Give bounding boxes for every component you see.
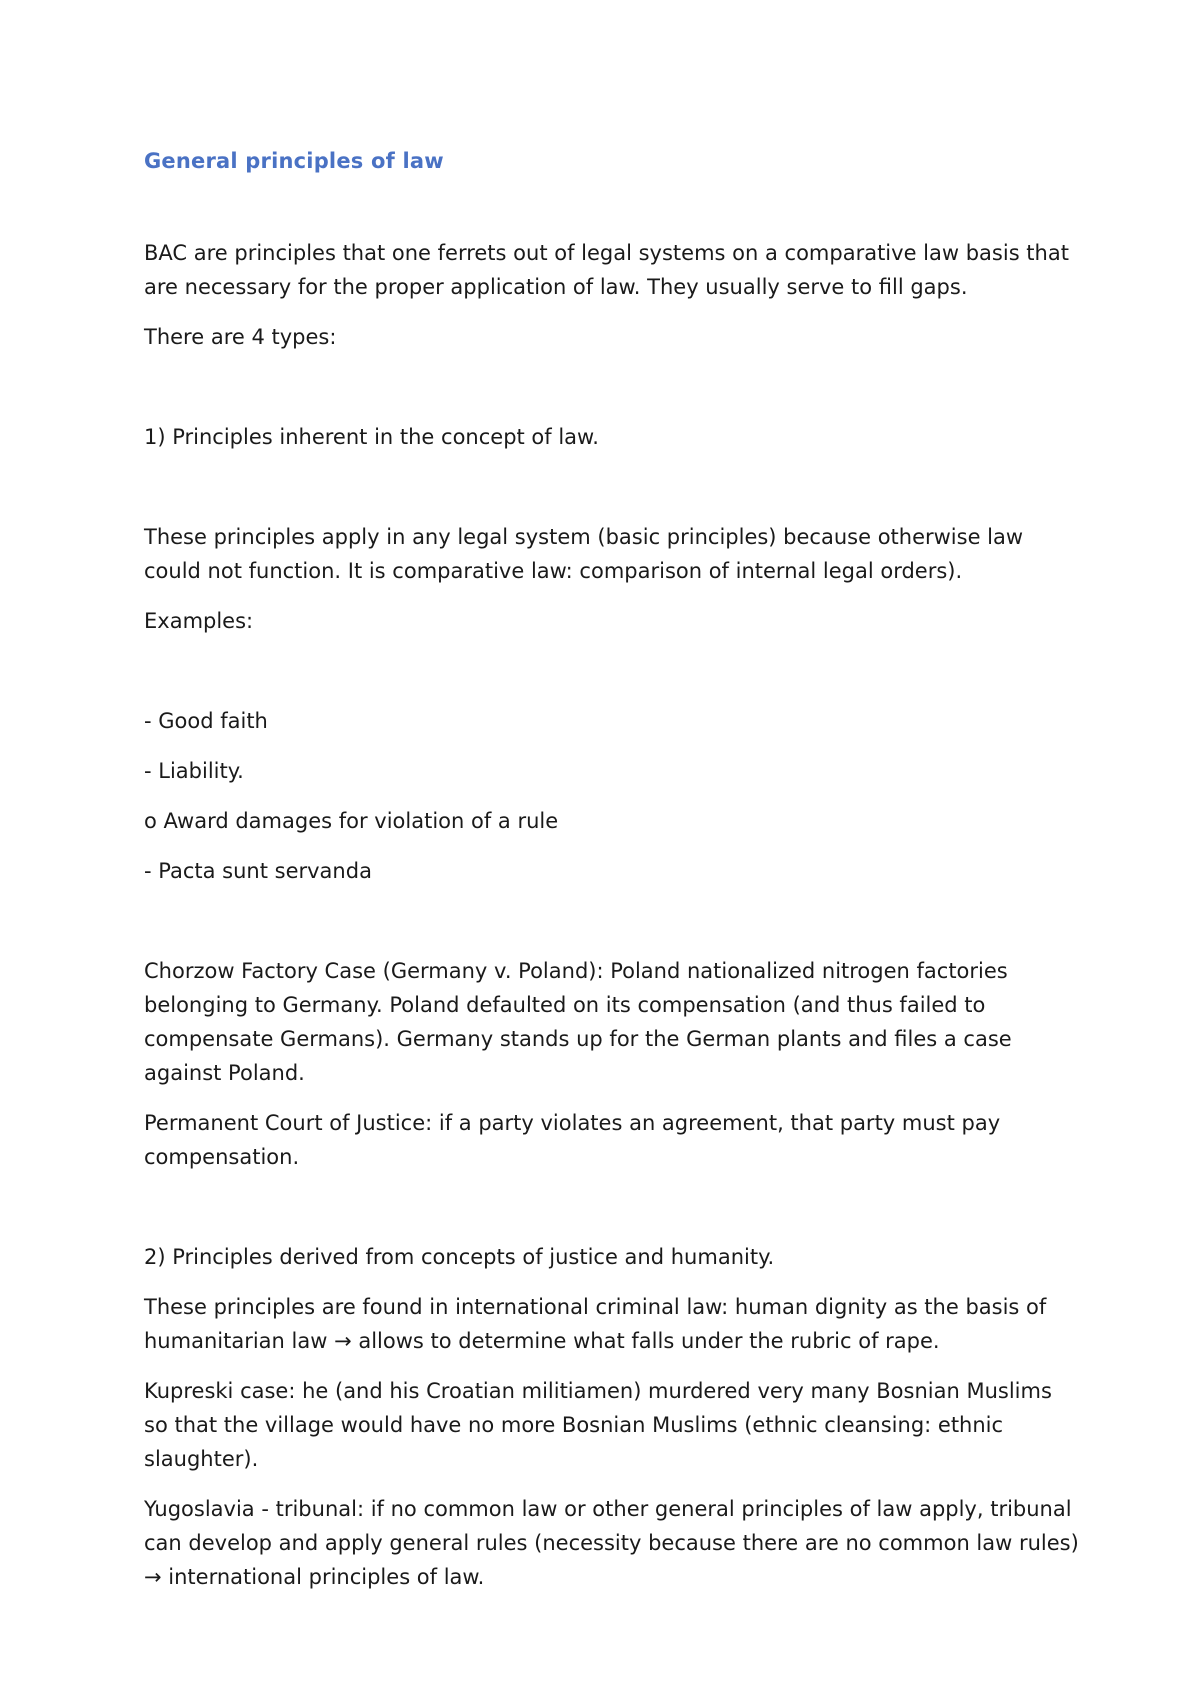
section-2-heading: 2) Principles derived from concepts of justice and humanity. — [144, 1245, 775, 1269]
section-2-body: These principles are found in international criminal law: human dignity as the basis of humanitarian law → allows to determine what falls under the rubric of rape. — [144, 1295, 1047, 1353]
yugoslavia-tribunal-paragraph: Yugoslavia - tribunal: if no common law or other general principles of law apply, tribunal can develop and apply general rules (necessity because there are no common law rules) → international principles of law. — [144, 1497, 1079, 1589]
example-item: o Award damages for violation of a rule — [144, 809, 559, 833]
permanent-court-paragraph: Permanent Court of Justice: if a party violates an agreement, that party must pay compensation. — [144, 1111, 1001, 1169]
example-item: - Pacta sunt servanda — [144, 859, 372, 883]
kupreski-case-paragraph: Kupreski case: he (and his Croatian militiamen) murdered very many Bosnian Muslims so that the village would have no more Bosnian Muslims (ethnic cleansing: ethnic slaughter). — [144, 1379, 1052, 1471]
types-count-line: There are 4 types: — [144, 325, 337, 349]
document-title: General principles of law — [144, 149, 444, 173]
example-item: - Good faith — [144, 709, 268, 733]
examples-label: Examples: — [144, 609, 254, 633]
intro-paragraph: BAC are principles that one ferrets out of legal systems on a comparative law basis that are necessary for the proper application of law. They usually serve to fill gaps. — [144, 241, 1069, 299]
section-1-body: These principles apply in any legal system (basic principles) because otherwise law could not function. It is comparative law: comparison of internal legal orders). — [144, 525, 1024, 583]
section-1-heading: 1) Principles inherent in the concept of law. — [144, 425, 599, 449]
example-item: - Liability. — [144, 759, 244, 783]
chorzow-case-paragraph: Chorzow Factory Case (Germany v. Poland): Poland nationalized nitrogen factories belonging to Germany. Poland defaulted on its compensation (and thus failed to compensate Germans). Germany stands up for the German plants and files a case against Poland. — [144, 959, 1012, 1085]
